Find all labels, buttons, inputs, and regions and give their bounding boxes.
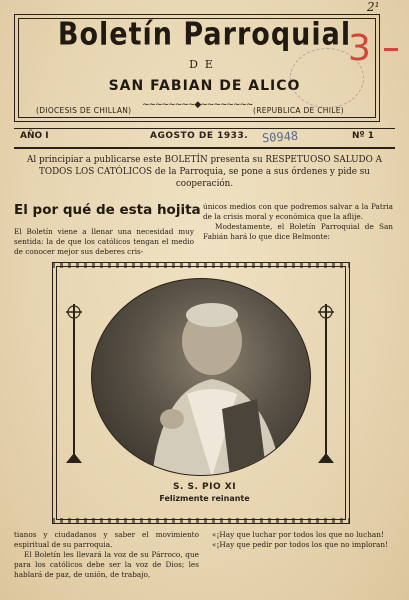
masthead-de: DE xyxy=(189,58,220,71)
bottom-right-para-2: «¡Hay que pedir por todos los que no imploran! xyxy=(212,540,389,549)
bottom-left-para-1: tianos y ciudadanos y saber el movimiento espiritual de su parroquia. xyxy=(14,530,199,549)
article-left-column: El Boletín viene a llenar una necesidad muy sentida: la de que los católicos tengan el medio de conocer mejor sus deberes cris- xyxy=(14,227,194,256)
masthead-ornament: ~~~~~~~~◆~~~~~~~~ xyxy=(142,100,253,110)
diocese-label: (DIOCESIS DE CHILLAN) xyxy=(36,106,132,115)
portrait-caption-subtitle: Felizmente reinante xyxy=(159,494,250,503)
issue-date: AGOSTO DE 1933. xyxy=(150,131,249,141)
catalog-stamp: S0948 xyxy=(261,128,299,146)
portrait-illustration xyxy=(92,279,311,476)
bottom-right-para-1: «¡Hay que luchar por todos los que no luchan! xyxy=(212,530,384,539)
pope-portrait xyxy=(91,278,311,476)
article-right-para-2: Modestamente, el Boletín Parroquial de San Fabián hará lo que dice Belmonte: xyxy=(203,222,393,241)
issue-rule-top xyxy=(14,128,395,129)
newsletter-title: Boletín Parroquial xyxy=(57,16,352,53)
article-right-column xyxy=(203,202,393,242)
bottom-right-column xyxy=(212,530,394,550)
bottom-left-para-2: El Boletín les llevará la voz de su Párroco, que para los católicos debe ser la voz de Dios; les hablará de paz, de unión, de trabajo, xyxy=(14,550,199,579)
republic-label: (REPUBLICA DE CHILE) xyxy=(253,106,345,115)
article-heading: El por qué de esta hojita xyxy=(14,202,201,218)
cross-ornament-right xyxy=(314,298,338,468)
intro-paragraph: Al principiar a publicarse este BOLETÍN presenta su RESPETUOSO SALUDO A TODOS LOS CATÓLICOS de la Parroquia, se pone a sus órdenes y pide su cooperación. xyxy=(27,155,382,189)
issue-year: AÑO I xyxy=(20,131,49,141)
handwritten-dash xyxy=(384,48,398,51)
issue-number: Nº 1 xyxy=(352,131,375,141)
issue-rule-bottom xyxy=(14,147,395,149)
portrait-caption-name: S. S. PIO XI xyxy=(172,482,237,492)
cross-ornament-left xyxy=(62,298,86,468)
bottom-left-column xyxy=(14,530,199,580)
parish-name: SAN FABIAN DE ALICO xyxy=(108,78,301,94)
article-right-para-1: únicos medios con que podremos salvar a la Patria de la crisis moral y económica que la aflije. xyxy=(203,202,393,221)
corner-mark: 2¹ xyxy=(367,0,380,14)
handwritten-number: 3 xyxy=(348,28,371,69)
frame-chain-bottom xyxy=(52,518,350,524)
frame-chain-top xyxy=(52,262,350,268)
